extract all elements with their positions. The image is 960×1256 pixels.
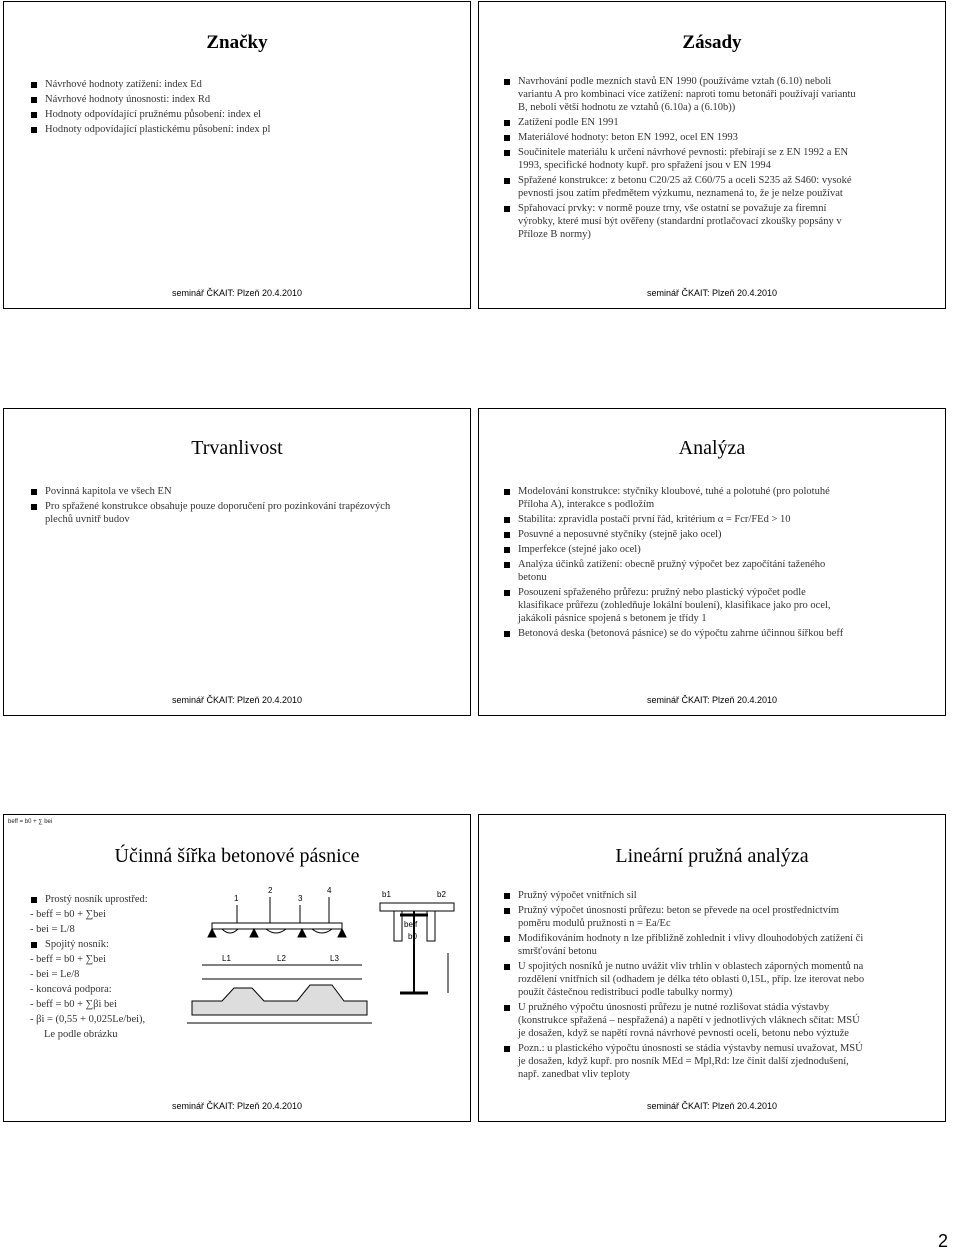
list-item: Betonová deska (betonová pásnice) se do výpočtu zahrne účinnou šířkou beff <box>503 627 853 640</box>
list-item: Modifikováním hodnoty n lze přibližně zohlednit i vlivy dlouhodobých zatížení či smršťování betonu <box>503 932 868 958</box>
slide-title: Účinná šířka betonové pásnice <box>114 845 360 867</box>
bullet-list <box>503 75 863 243</box>
bullet-list <box>30 78 450 138</box>
list-item: Návrhové hodnoty únosnosti: index Rd <box>30 93 450 106</box>
list-item: Pozn.: u plastického výpočtu únosnosti se stádia výstavby nemusí uvažovat, MSÚ je dosažen, když kupř. pro nosník MEd = Mpl,Rd: lze činit další zjednodušení, např. zanedbat vliv teploty <box>503 1042 868 1081</box>
slide-title: Trvanlivost <box>191 437 283 459</box>
list-item: U spojitých nosníků je nutno uvážit vliv trhlin v oblastech záporných momentů na rozdělení vnitřních sil (odhadem je délka této oblasti 0,15L, příp. lze iterovat nebo použít částečnou redistribuci podle tabulky normy) <box>503 960 868 999</box>
list-item: Hodnoty odpovídající plastickému působení: index pl <box>30 123 450 136</box>
list-item: Materiálové hodnoty: beton EN 1992, ocel EN 1993 <box>503 131 863 144</box>
slide-title: Zásady <box>682 32 742 53</box>
list-item: Imperfekce (stejné jako ocel) <box>503 543 853 556</box>
slide-footer: seminář ČKAIT: Plzeň 20.4.2010 <box>646 288 778 298</box>
bullet-list <box>503 889 868 1083</box>
list-item: - beff = b0 + ∑bei <box>30 909 106 920</box>
list-item: Modelování konstrukce: styčníky kloubové, tuhé a polotuhé (pro polotuhé Příloha A), interakce s podložím <box>503 485 853 511</box>
slide-footer: seminář ČKAIT: Plzeň 20.4.2010 <box>646 1101 778 1111</box>
list-item: - beff = b0 + ∑βi bei <box>30 999 117 1010</box>
list-item: - bei = Le/8 <box>30 969 80 980</box>
figure-label: b0 <box>408 932 417 941</box>
figure-label: b2 <box>437 890 446 899</box>
figure-label: 1 <box>234 894 239 903</box>
list-item: Posuvné a neposuvné styčníky (stejně jako ocel) <box>503 528 853 541</box>
list-item: Analýza účinků zatížení: obecně pružný výpočet bez započítání taženého betonu <box>503 558 853 584</box>
slide-title: Značky <box>206 32 268 53</box>
list-item: Zatížení podle EN 1991 <box>503 116 863 129</box>
bullet-list <box>30 485 410 528</box>
figure-label: 4 <box>327 886 332 895</box>
list-item: Povinná kapitola ve všech EN <box>30 485 410 498</box>
slide-znacky <box>3 1 471 309</box>
figure-label: L1 <box>222 954 231 963</box>
list-item: Pružný výpočet vnitřních sil <box>503 889 868 902</box>
corner-formula: beff = b0 + ∑ bei <box>8 819 53 825</box>
figure-label: b1 <box>382 890 391 899</box>
figure-label: 3 <box>298 894 303 903</box>
slide-footer: seminář ČKAIT: Plzeň 20.4.2010 <box>171 695 303 705</box>
slide-footer: seminář ČKAIT: Plzeň 20.4.2010 <box>171 1101 303 1111</box>
list-item: Posouzení spřaženého průřezu: pružný nebo plastický výpočet podle klasifikace průřezu (zohledňuje lokální boulení), klasifikace jako pro ocel, jakákoli pásnice spojená s betonem je třídy 1 <box>503 586 853 625</box>
beam-diagram <box>182 883 462 1033</box>
list-item: - beff = b0 + ∑bei <box>30 954 106 965</box>
list-item: Spřahovací prvky: v normě pouze trny, vše ostatní se považuje za firemní výrobky, které musí být ověřeny (standardní protlačovací zkoušky popsány v Příloze B normy) <box>503 202 863 241</box>
list-item: Navrhování podle mezních stavů EN 1990 (používáme vztah (6.10) neboli variantu A pro kombinaci více zatížení: naproti tomu betonáři používají variantu B, neboli větší hodnotu ze vztahů (6.10a) a (6.10b)) <box>503 75 863 114</box>
list-item: Pružný výpočet únosnosti průřezu: beton se převede na ocel prostřednictvím poměru modulů pružnosti n = Ea/Ec <box>503 904 868 930</box>
figure-label: L3 <box>330 954 339 963</box>
list-item: Hodnoty odpovídající pružnému působení: index el <box>30 108 450 121</box>
slide-trvanlivost <box>3 408 471 716</box>
list-item: Součinitele materiálu k určení návrhové pevnosti: přebírají se z EN 1992 a EN 1993, specifické hodnoty kupř. pro spřažení jsou v EN 1994 <box>503 146 863 172</box>
page-number: 2 <box>937 1231 948 1251</box>
list-item: - bei = L/8 <box>30 924 75 935</box>
formula-list <box>30 893 180 1043</box>
list-item: Le podle obrázku <box>44 1029 118 1040</box>
list-item: U pružného výpočtu únosnosti průřezu je nutné rozlišovat stádia výstavby (konstrukce spřažená – nespřažená) a napětí v jednotlivých vláknech sčítat: MSÚ je dosažen, když se napětí rovná návrhové pevnosti oceli, betonu nebo výztuže <box>503 1001 868 1040</box>
slide-footer: seminář ČKAIT: Plzeň 20.4.2010 <box>171 288 303 298</box>
slide-linearni-analyza <box>478 814 946 1122</box>
list-item: Stabilita: zpravidla postačí první řád, kritérium α = Fcr/FEd > 10 <box>503 513 853 526</box>
slide-title: Analýza <box>678 437 746 459</box>
slide-ucinna-sirka <box>3 814 471 1122</box>
list-item: Spojitý nosník: <box>30 938 180 951</box>
bullet-list <box>503 485 853 642</box>
list-item: Spřažené konstrukce: z betonu C20/25 až C60/75 a oceli S235 až S460: vysoké pevnosti jsou zatím předmětem výzkumu, neznamená to, že je nelze používat <box>503 174 863 200</box>
figure-label: L2 <box>277 954 286 963</box>
slide-analyza <box>478 408 946 716</box>
list-item: Návrhové hodnoty zatížení: index Ed <box>30 78 450 91</box>
slide-footer: seminář ČKAIT: Plzeň 20.4.2010 <box>646 695 778 705</box>
figure-label: 2 <box>268 886 273 895</box>
figure-label: beff <box>404 920 418 929</box>
list-item: - βi = (0,55 + 0,025Le/bei), <box>30 1014 146 1025</box>
list-item: Prostý nosník uprostřed: <box>30 893 180 906</box>
list-item: Pro spřažené konstrukce obsahuje pouze doporučení pro pozinkování trapézových plechů uvnitř budov <box>30 500 410 526</box>
slide-title: Lineární pružná analýza <box>615 845 809 867</box>
slide-zasady <box>478 1 946 309</box>
list-item: - koncová podpora: <box>30 984 112 995</box>
